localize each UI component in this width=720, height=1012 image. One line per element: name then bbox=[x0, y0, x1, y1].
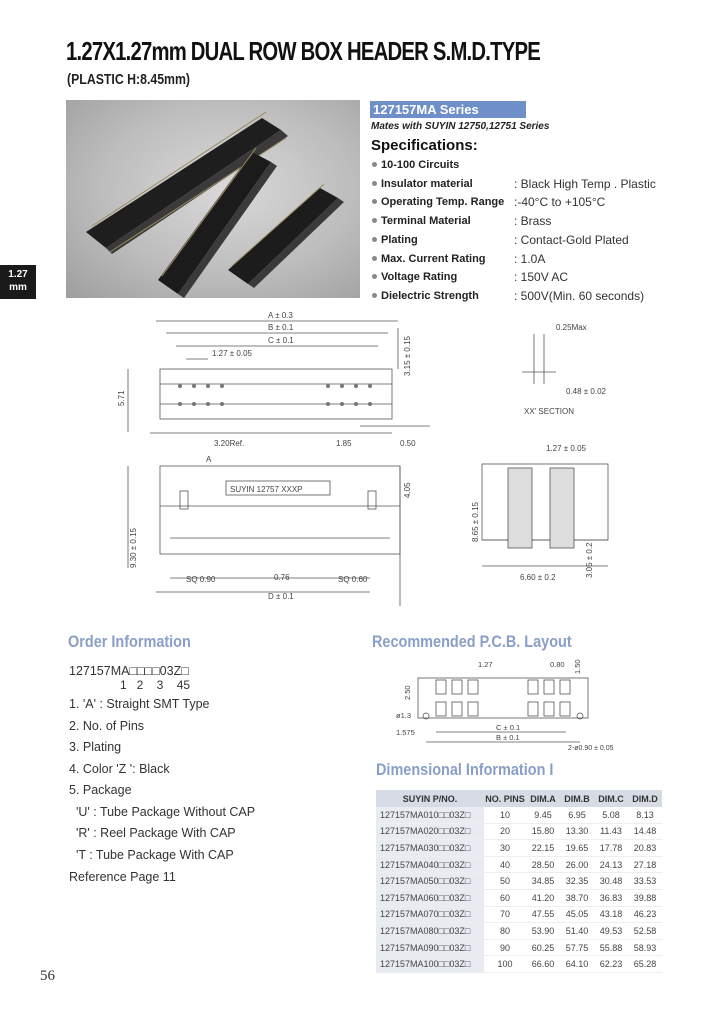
table-cell: 50 bbox=[484, 873, 526, 890]
table-row bbox=[376, 856, 662, 873]
table-cell: 27.18 bbox=[628, 856, 662, 873]
pcb-080: 0.80 bbox=[550, 660, 565, 669]
dim-571: 5.71 bbox=[117, 390, 126, 406]
table-cell: 20.83 bbox=[628, 840, 662, 857]
pcb-heading: Recommended P.C.B. Layout bbox=[372, 632, 572, 651]
table-cell: 52.58 bbox=[628, 923, 662, 940]
side-tab-line2: mm bbox=[9, 282, 27, 293]
bullet-icon bbox=[372, 293, 377, 298]
dim-c: C ± 0.1 bbox=[268, 336, 294, 345]
table-cell: 80 bbox=[484, 923, 526, 940]
table-cell: 127157MA090□□03Z□ bbox=[376, 939, 484, 956]
table-cell: 11.43 bbox=[594, 823, 628, 840]
pcb-090: 2-ø0.90 ± 0.05 bbox=[568, 745, 614, 752]
order-line: Reference Page 11 bbox=[69, 870, 176, 884]
dim-930: 9.30 ± 0.15 bbox=[129, 528, 138, 568]
dim-076: 0.76 bbox=[274, 573, 290, 582]
table-cell: 33.53 bbox=[628, 873, 662, 890]
dim-d: D ± 0.1 bbox=[268, 592, 294, 601]
dim-660: 6.60 ± 0.2 bbox=[520, 573, 556, 582]
pcb-13: ø1.3 bbox=[396, 711, 412, 720]
page-title: 1.27X1.27mm DUAL ROW BOX HEADER S.M.D.TYPE bbox=[66, 36, 540, 66]
table-cell: 127157MA040□□03Z□ bbox=[376, 856, 484, 873]
table-cell: 28.50 bbox=[526, 856, 560, 873]
spec-item bbox=[372, 159, 459, 171]
spec-value: : Brass bbox=[514, 214, 552, 228]
dim-865: 8.65 ± 0.15 bbox=[471, 502, 480, 542]
dim-315: 3.15 ± 0.15 bbox=[403, 336, 412, 376]
pcb-250: 2.50 bbox=[403, 685, 412, 700]
column-header: DIM.A bbox=[526, 790, 560, 807]
bullet-icon bbox=[372, 256, 377, 261]
table-cell: 45.05 bbox=[560, 906, 594, 923]
table-cell: 127157MA080□□03Z□ bbox=[376, 923, 484, 940]
table-cell: 62.23 bbox=[594, 956, 628, 973]
specifications-heading: Specifications: bbox=[371, 137, 478, 154]
table-cell: 49.53 bbox=[594, 923, 628, 940]
pcb-b: B ± 0.1 bbox=[496, 733, 520, 742]
table-cell: 20 bbox=[484, 823, 526, 840]
technical-drawing bbox=[110, 306, 630, 606]
table-cell: 15.80 bbox=[526, 823, 560, 840]
series-label: 127157MA Series bbox=[370, 101, 526, 118]
pcb-1575: 1.575 bbox=[396, 728, 415, 737]
bullet-icon bbox=[372, 199, 377, 204]
order-line: 4. Color 'Z ': Black bbox=[69, 762, 170, 776]
spec-item bbox=[372, 290, 479, 302]
order-code: 127157MA□□□□03Z□ bbox=[69, 664, 189, 678]
dim-025max: 0.25Max bbox=[556, 323, 587, 332]
view-label-a: A bbox=[206, 455, 212, 464]
table-cell: 70 bbox=[484, 906, 526, 923]
table-cell: 127157MA100□□03Z□ bbox=[376, 956, 484, 973]
order-line: 2. No. of Pins bbox=[69, 719, 145, 733]
order-line: 1. 'A' : Straight SMT Type bbox=[69, 697, 210, 711]
table-cell: 66.60 bbox=[526, 956, 560, 973]
dim-305: 3.05 ± 0.2 bbox=[585, 542, 594, 578]
table-cell: 40 bbox=[484, 856, 526, 873]
column-header: DIM.B bbox=[560, 790, 594, 807]
spec-label: Max. Current Rating bbox=[381, 253, 486, 265]
column-header: DIM.D bbox=[628, 790, 662, 807]
spec-label: Voltage Rating bbox=[381, 271, 458, 283]
dim-050: 0.50 bbox=[400, 439, 416, 448]
table-row bbox=[376, 840, 662, 857]
dim-405: 4.05 bbox=[403, 482, 412, 498]
table-cell: 10 bbox=[484, 807, 526, 823]
table-cell: 34.85 bbox=[526, 873, 560, 890]
order-code-digits: 1 2 3 45 bbox=[120, 678, 191, 692]
table-cell: 127157MA060□□03Z□ bbox=[376, 889, 484, 906]
dimensional-table bbox=[376, 790, 662, 973]
spec-item bbox=[372, 196, 504, 208]
table-cell: 6.95 bbox=[560, 807, 594, 823]
table-cell: 64.10 bbox=[560, 956, 594, 973]
table-cell: 65.28 bbox=[628, 956, 662, 973]
bullet-icon bbox=[372, 181, 377, 186]
page-number: 56 bbox=[40, 968, 55, 984]
order-line: 'U' : Tube Package Without CAP bbox=[69, 805, 256, 819]
table-cell: 127157MA050□□03Z□ bbox=[376, 873, 484, 890]
side-tab-line1: 1.27 bbox=[8, 269, 28, 280]
table-cell: 30 bbox=[484, 840, 526, 857]
mates-with-note: Mates with SUYIN 12750,12751 Series bbox=[371, 121, 550, 132]
spec-value: : 150V AC bbox=[514, 270, 569, 284]
table-cell: 14.48 bbox=[628, 823, 662, 840]
column-header: NO. PINS bbox=[484, 790, 526, 807]
side-tab-pitch bbox=[0, 265, 36, 299]
sq-060: SQ 0.60 bbox=[338, 575, 368, 584]
order-line: 5. Package bbox=[69, 783, 132, 797]
spec-item bbox=[372, 178, 473, 190]
table-cell: 9.45 bbox=[526, 807, 560, 823]
connector-illustration bbox=[66, 100, 360, 298]
order-line: 3. Plating bbox=[69, 740, 122, 754]
marking-text: SUYIN 12757 XXXP bbox=[230, 485, 303, 494]
table-cell: 46.23 bbox=[628, 906, 662, 923]
bullet-icon bbox=[372, 274, 377, 279]
table-cell: 127157MA030□□03Z□ bbox=[376, 840, 484, 857]
dim-320ref: 3.20Ref. bbox=[214, 439, 245, 448]
dim-048: 0.48 ± 0.02 bbox=[566, 387, 606, 396]
table-cell: 58.93 bbox=[628, 939, 662, 956]
table-row bbox=[376, 807, 662, 823]
table-cell: 60.25 bbox=[526, 939, 560, 956]
table-row bbox=[376, 873, 662, 890]
table-row bbox=[376, 889, 662, 906]
table-cell: 100 bbox=[484, 956, 526, 973]
table-cell: 127157MA070□□03Z□ bbox=[376, 906, 484, 923]
spec-value: :-40°C to +105°C bbox=[514, 195, 606, 209]
column-header: SUYIN P/NO. bbox=[376, 790, 484, 807]
spec-label: Insulator material bbox=[381, 178, 473, 190]
table-row bbox=[376, 906, 662, 923]
spec-item bbox=[372, 234, 418, 246]
dim-side-pitch: 1.27 ± 0.05 bbox=[546, 444, 586, 453]
table-cell: 19.65 bbox=[560, 840, 594, 857]
order-line: 'T : Tube Package With CAP bbox=[69, 848, 234, 862]
table-cell: 22.15 bbox=[526, 840, 560, 857]
pcb-127: 1.27 bbox=[478, 660, 493, 669]
table-cell: 36.83 bbox=[594, 889, 628, 906]
table-cell: 5.08 bbox=[594, 807, 628, 823]
table-cell: 39.88 bbox=[628, 889, 662, 906]
spec-item bbox=[372, 271, 457, 283]
table-cell: 32.35 bbox=[560, 873, 594, 890]
spec-value: : Black High Temp . Plastic bbox=[514, 177, 656, 191]
sq-090: SQ 0.90 bbox=[186, 575, 216, 584]
table-cell: 57.75 bbox=[560, 939, 594, 956]
spec-label: Operating Temp. Range bbox=[381, 196, 505, 208]
table-cell: 127157MA010□□03Z□ bbox=[376, 807, 484, 823]
table-cell: 30.48 bbox=[594, 873, 628, 890]
spec-value: : 500V(Min. 60 seconds) bbox=[514, 289, 645, 303]
pcb-150: 1.50 bbox=[573, 659, 582, 674]
spec-label: 10-100 Circuits bbox=[381, 159, 460, 171]
bullet-icon bbox=[372, 237, 377, 242]
pcb-c: C ± 0.1 bbox=[496, 723, 521, 732]
spec-item bbox=[372, 253, 486, 265]
table-cell: 90 bbox=[484, 939, 526, 956]
spec-label: Dielectric Strength bbox=[381, 290, 479, 302]
order-line: 'R' : Reel Package With CAP bbox=[69, 826, 236, 840]
table-cell: 47.55 bbox=[526, 906, 560, 923]
table-cell: 38.70 bbox=[560, 889, 594, 906]
spec-item bbox=[372, 215, 471, 227]
bullet-icon bbox=[372, 218, 377, 223]
dim-pitch: 1.27 ± 0.05 bbox=[212, 349, 252, 358]
dim-b: B ± 0.1 bbox=[268, 323, 294, 332]
product-photo bbox=[66, 100, 360, 298]
table-row bbox=[376, 923, 662, 940]
pcb-layout-drawing bbox=[396, 656, 616, 752]
dimensional-heading: Dimensional Information I bbox=[376, 760, 554, 779]
page-subtitle: (PLASTIC H:8.45mm) bbox=[67, 71, 191, 88]
spec-label: Plating bbox=[381, 234, 418, 246]
dim-a: A ± 0.3 bbox=[268, 311, 293, 320]
table-row bbox=[376, 939, 662, 956]
spec-label: Terminal Material bbox=[381, 215, 471, 227]
table-cell: 53.90 bbox=[526, 923, 560, 940]
table-cell: 43.18 bbox=[594, 906, 628, 923]
table-cell: 127157MA020□□03Z□ bbox=[376, 823, 484, 840]
table-cell: 51.40 bbox=[560, 923, 594, 940]
table-cell: 8.13 bbox=[628, 807, 662, 823]
table-cell: 60 bbox=[484, 889, 526, 906]
spec-value: : Contact-Gold Plated bbox=[514, 233, 629, 247]
dim-185: 1.85 bbox=[336, 439, 352, 448]
table-header-row bbox=[376, 790, 662, 807]
table-row bbox=[376, 823, 662, 840]
table-cell: 17.78 bbox=[594, 840, 628, 857]
column-header: DIM.C bbox=[594, 790, 628, 807]
order-heading: Order Information bbox=[68, 632, 191, 651]
xx-section-label: XX' SECTION bbox=[524, 407, 574, 416]
table-cell: 24.13 bbox=[594, 856, 628, 873]
spec-value: : 1.0A bbox=[514, 252, 546, 266]
table-cell: 26.00 bbox=[560, 856, 594, 873]
table-row bbox=[376, 956, 662, 973]
table-cell: 41.20 bbox=[526, 889, 560, 906]
table-cell: 13.30 bbox=[560, 823, 594, 840]
table-cell: 55.88 bbox=[594, 939, 628, 956]
bullet-icon bbox=[372, 162, 377, 167]
